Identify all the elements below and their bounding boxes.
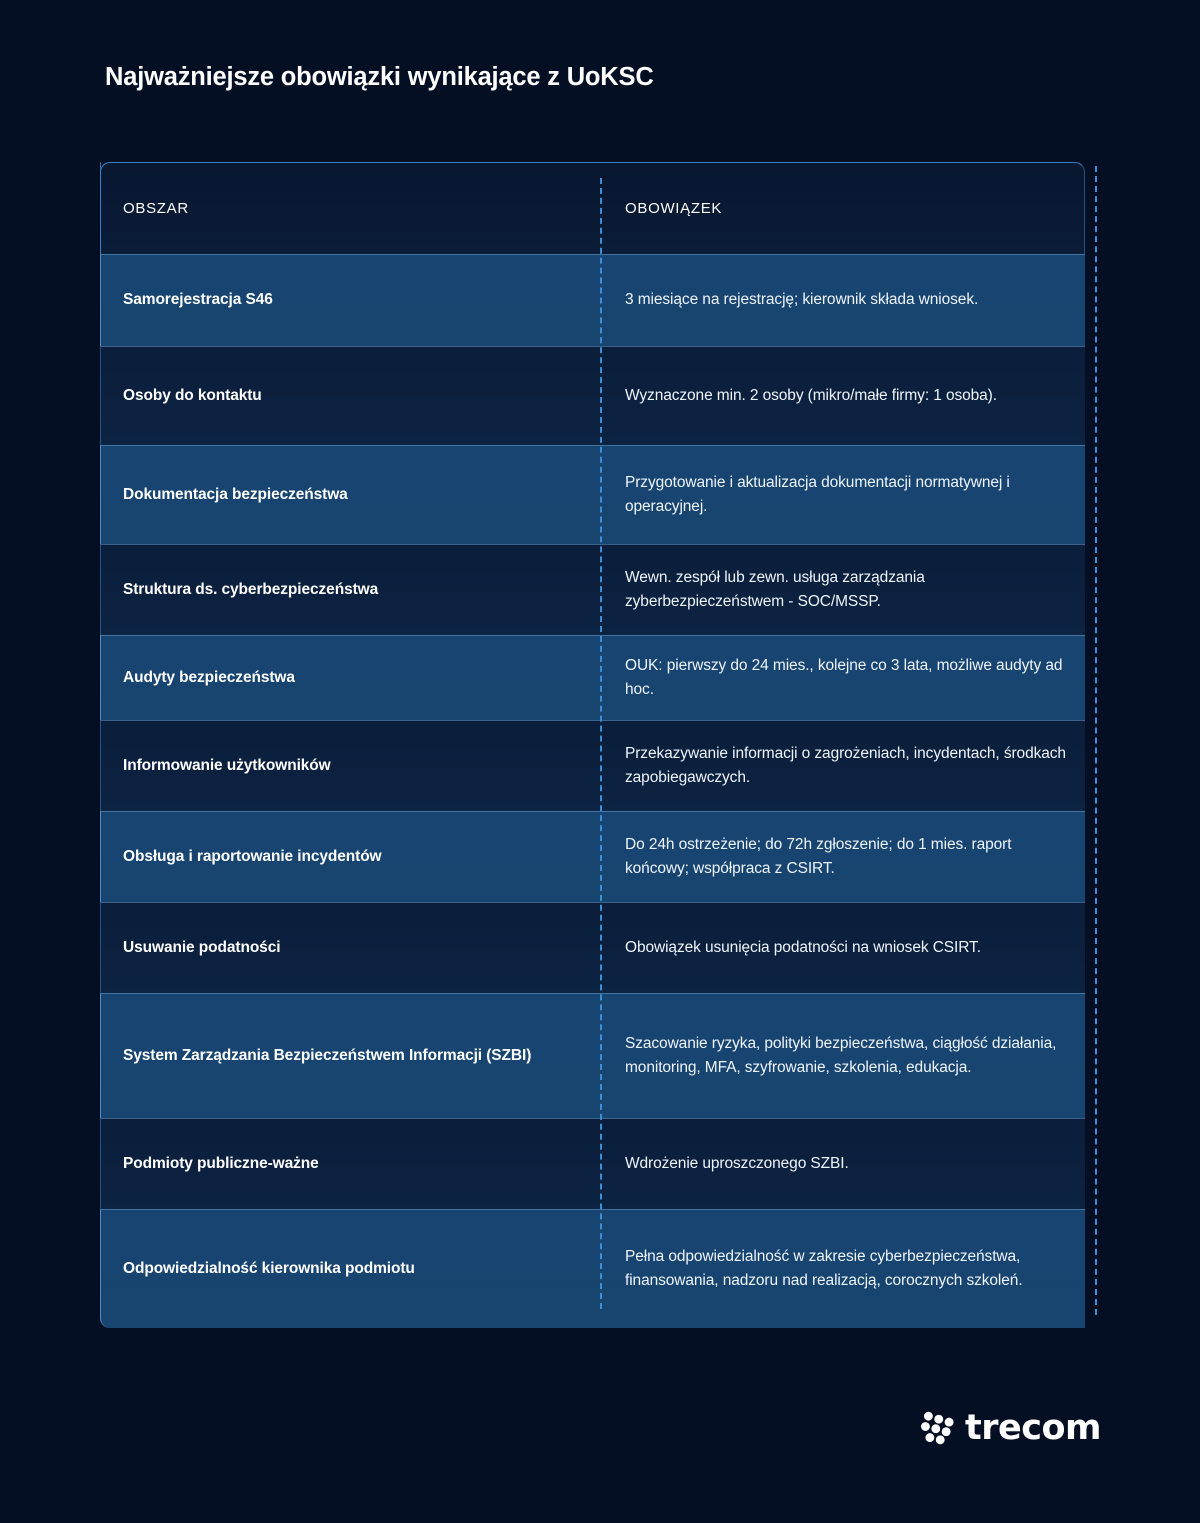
trecom-dots-icon [921, 1404, 955, 1452]
table-row [100, 544, 1085, 635]
table-row [100, 902, 1085, 993]
obligations-table [100, 162, 1097, 1319]
cell-area: Struktura ds. cyberbezpieczeństwa [123, 580, 379, 598]
cell-duty: Szacowanie ryzyka, polityki bezpieczeństwa, ciągłość działania, monitoring, MFA, szyfrowanie, szkolenia, edukacja. [625, 1034, 1057, 1076]
table-row [100, 254, 1085, 346]
cell-duty: 3 miesiące na rejestrację; kierownik składa wniosek. [625, 291, 979, 309]
cell-duty: Wdrożenie uproszczonego SZBI. [625, 1154, 849, 1172]
cell-area: System Zarządzania Bezpieczeństwem Informacji (SZBI) [123, 1046, 532, 1064]
column-header-area: OBSZAR [123, 199, 189, 217]
table-row [100, 346, 1085, 445]
cell-area: Podmioty publiczne-ważne [123, 1154, 319, 1172]
table-row [100, 1209, 1085, 1328]
table-body [100, 162, 1097, 1328]
cell-duty: OUK: pierwszy do 24 mies., kolejne co 3 lata, możliwe audyty ad hoc. [625, 656, 1063, 698]
cell-area: Usuwanie podatności [123, 938, 281, 956]
cell-duty: Wewn. zespół lub zewn. usługa zarządzania zyberbezpieczeństwem - SOC/MSSP. [625, 568, 925, 610]
cell-duty: Przekazywanie informacji o zagrożeniach, incydentach, środkach zapobiegawczych. [625, 744, 1066, 786]
cell-area: Informowanie użytkowników [123, 756, 331, 774]
cell-area: Audyty bezpieczeństwa [123, 668, 295, 686]
cell-area: Dokumentacja bezpieczeństwa [123, 485, 348, 503]
column-header-duty: OBOWIĄZEK [625, 199, 723, 217]
cell-duty: Przygotowanie i aktualizacja dokumentacji normatywnej i operacyjnej. [625, 473, 1010, 515]
trecom-logo [921, 1398, 1101, 1458]
cell-area: Osoby do kontaktu [123, 386, 262, 404]
table-header-row [100, 162, 1085, 254]
cell-duty: Obowiązek usunięcia podatności na wniosek CSIRT. [625, 938, 981, 956]
table-row [100, 635, 1085, 720]
cell-duty: Pełna odpowiedzialność w zakresie cyberbezpieczeństwa, finansowania, nadzoru nad realizacją, corocznych szkoleń. [625, 1247, 1023, 1289]
page-title: Najważniejsze obowiązki wynikające z UoKSC [105, 63, 654, 91]
table-row [100, 720, 1085, 811]
cell-duty: Wyznaczone min. 2 osoby (mikro/małe firmy: 1 osoba). [625, 386, 997, 404]
cell-area: Samorejestracja S46 [123, 291, 273, 309]
table-row [100, 445, 1085, 544]
cell-area: Odpowiedzialność kierownika podmiotu [123, 1259, 415, 1277]
table-row [100, 1118, 1085, 1209]
table-right-dashed-line [1095, 166, 1097, 1315]
cell-area: Obsługa i raportowanie incydentów [123, 847, 382, 865]
table-row [100, 811, 1085, 902]
cell-duty: Do 24h ostrzeżenie; do 72h zgłoszenie; do 1 mies. raport końcowy; współpraca z CSIRT. [625, 835, 1012, 877]
trecom-wordmark: trecom [965, 1407, 1101, 1448]
column-divider-dashed [600, 178, 602, 1309]
table-row [100, 993, 1085, 1118]
